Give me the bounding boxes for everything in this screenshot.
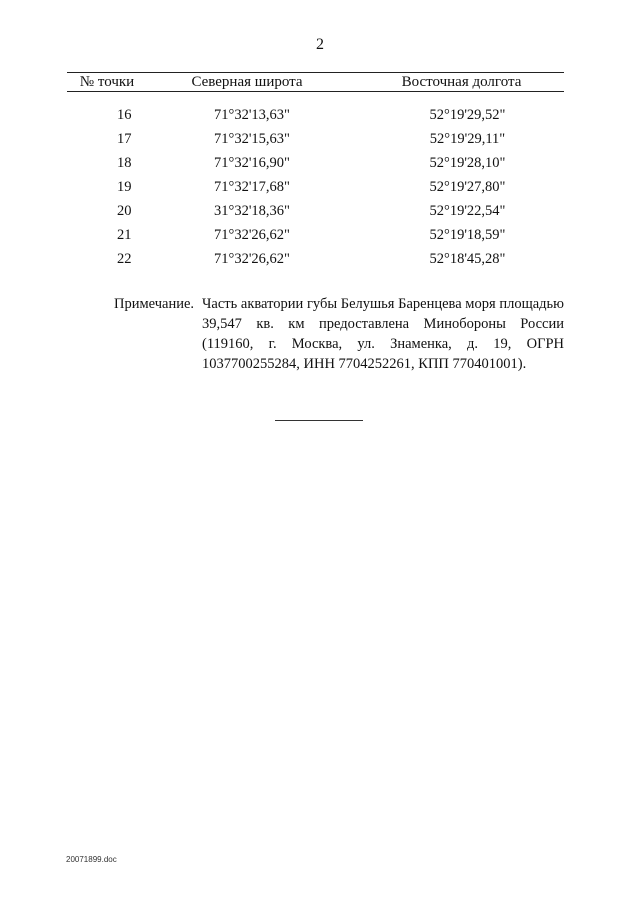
note-block [114,294,564,374]
table-row [67,199,564,223]
north-latitude: 71°32'17,68" [214,179,290,195]
north-latitude: 31°32'18,36" [214,203,290,219]
point-number: 17 [117,131,132,147]
table-header-row [67,73,564,91]
table-row [67,91,564,127]
point-number: 21 [117,227,132,243]
east-longitude: 52°19'22,54" [429,203,506,219]
point-number: 16 [117,107,132,123]
footer-filename: 20071899.doc [66,855,117,864]
table-row [67,175,564,199]
point-number: 19 [117,179,132,195]
east-longitude: 52°19'28,10" [429,155,506,171]
table-row [67,127,564,151]
north-latitude: 71°32'16,90" [214,155,290,171]
east-longitude: 52°19'27,80" [429,179,506,195]
header-point-number: № точки [79,74,135,90]
end-divider [275,420,363,421]
point-number: 20 [117,203,132,219]
east-longitude: 52°18'45,28" [429,251,506,267]
north-latitude: 71°32'26,62" [214,227,290,243]
table-row [67,223,564,247]
east-longitude: 52°19'18,59" [429,227,506,243]
table-row [67,151,564,175]
table-row [67,247,564,271]
north-latitude: 71°32'15,63" [214,131,290,147]
header-north-latitude: Северная широта [191,74,303,90]
north-latitude: 71°32'26,62" [214,251,290,267]
page-number: 2 [316,36,324,53]
coordinates-table [67,73,564,271]
east-longitude: 52°19'29,11" [429,131,506,147]
point-number: 18 [117,155,132,171]
point-number: 22 [117,251,132,267]
north-latitude: 71°32'13,63" [214,107,290,123]
note-text: Часть акватории губы Белушья Баренцева моря площадью 39,547 кв. км предоставлена Минобороны России (119160, г. Москва, ул. Знаменка, д. 19, ОГРН 1037700255284, ИНН 7704252261, КПП 770401001). [202,296,564,372]
east-longitude: 52°19'29,52" [429,107,506,123]
note-label: Примечание. [114,296,195,312]
header-east-longitude: Восточная долгота [401,74,522,90]
